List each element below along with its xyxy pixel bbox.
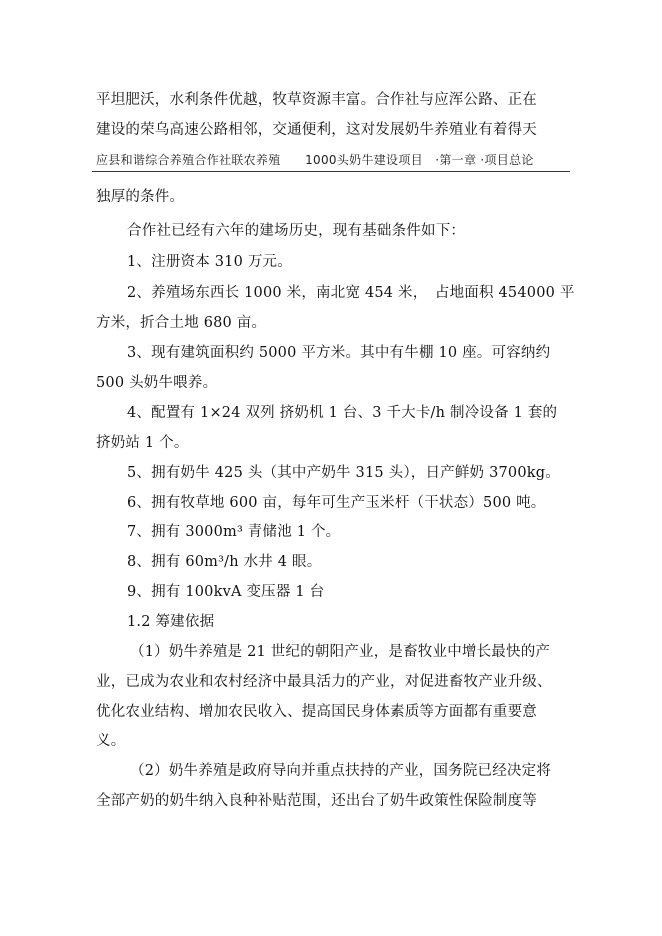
list-item-4: 4、配置有 1×24 双列 挤奶机 1 台、3 千大卡/h 制冷设备 1 套的 bbox=[127, 405, 558, 421]
list-item-6: 6、拥有牧草地 600 亩，每年可生产玉米杆（干状态）500 吨。 bbox=[127, 495, 546, 511]
header-divider bbox=[92, 171, 570, 172]
basis-1-line-2: 业，已成为农业和农村经济中最具活力的产业，对促进畜牧产业升级、 bbox=[96, 674, 552, 690]
running-header: 应县和谐综合养殖合作社联农养殖 1000头奶牛建设项目 ·第一章 ·项目总论 bbox=[96, 153, 534, 167]
list-item-5: 5、拥有奶牛 425 头（其中产奶牛 315 头），日产鲜奶 3700kg。 bbox=[127, 465, 560, 481]
list-item-9: 9、拥有 100kvA 变压器 1 台 bbox=[127, 584, 325, 600]
basis-1-line-3: 优化农业结构、增加农民收入、提高国民身体素质等方面都有重要意 bbox=[96, 704, 537, 720]
basis-2-line-2: 全部产奶的奶牛纳入良种补贴范围，还出台了奶牛政策性保险制度等 bbox=[96, 793, 537, 809]
basis-1-line-4: 义。 bbox=[96, 733, 126, 749]
basis-1-line-1: （1）奶牛养殖是 21 世纪的朝阳产业，是畜牧业中增长最快的产 bbox=[130, 644, 551, 660]
section-heading: 1.2 筹建依据 bbox=[127, 614, 215, 630]
list-item-3: 3、现有建筑面积约 5000 平方米。其中有牛棚 10 座。可容纳约 bbox=[127, 345, 551, 361]
intro-line: 合作社已经有六年的建场历史，现有基础条件如下： bbox=[127, 223, 466, 239]
paragraph-line-1: 平坦肥沃，水利条件优越，牧草资源丰富。合作社与应浑公路、正在 bbox=[96, 92, 537, 108]
list-item-8: 8、拥有 60m³/h 水井 4 眼。 bbox=[127, 554, 322, 570]
list-item-7: 7、拥有 3000m³ 青储池 1 个。 bbox=[127, 524, 341, 540]
paragraph-line-3: 独厚的条件。 bbox=[96, 189, 185, 205]
paragraph-line-2: 建设的荣乌高速公路相邻，交通便利，这对发展奶牛养殖业有着得天 bbox=[96, 122, 537, 138]
list-item-3-cont: 500 头奶牛喂养。 bbox=[96, 375, 218, 391]
list-item-1: 1、注册资本 310 万元。 bbox=[127, 254, 292, 270]
list-item-4-cont: 挤奶站 1 个。 bbox=[96, 435, 189, 451]
basis-2-line-1: （2）奶牛养殖是政府导向并重点扶持的产业，国务院已经决定将 bbox=[130, 763, 552, 779]
list-item-2: 2、养殖场东西长 1000 米，南北宽 454 米， 占地面积 454000 平 bbox=[127, 285, 575, 301]
list-item-2-cont: 方米，折合土地 680 亩。 bbox=[96, 315, 267, 331]
